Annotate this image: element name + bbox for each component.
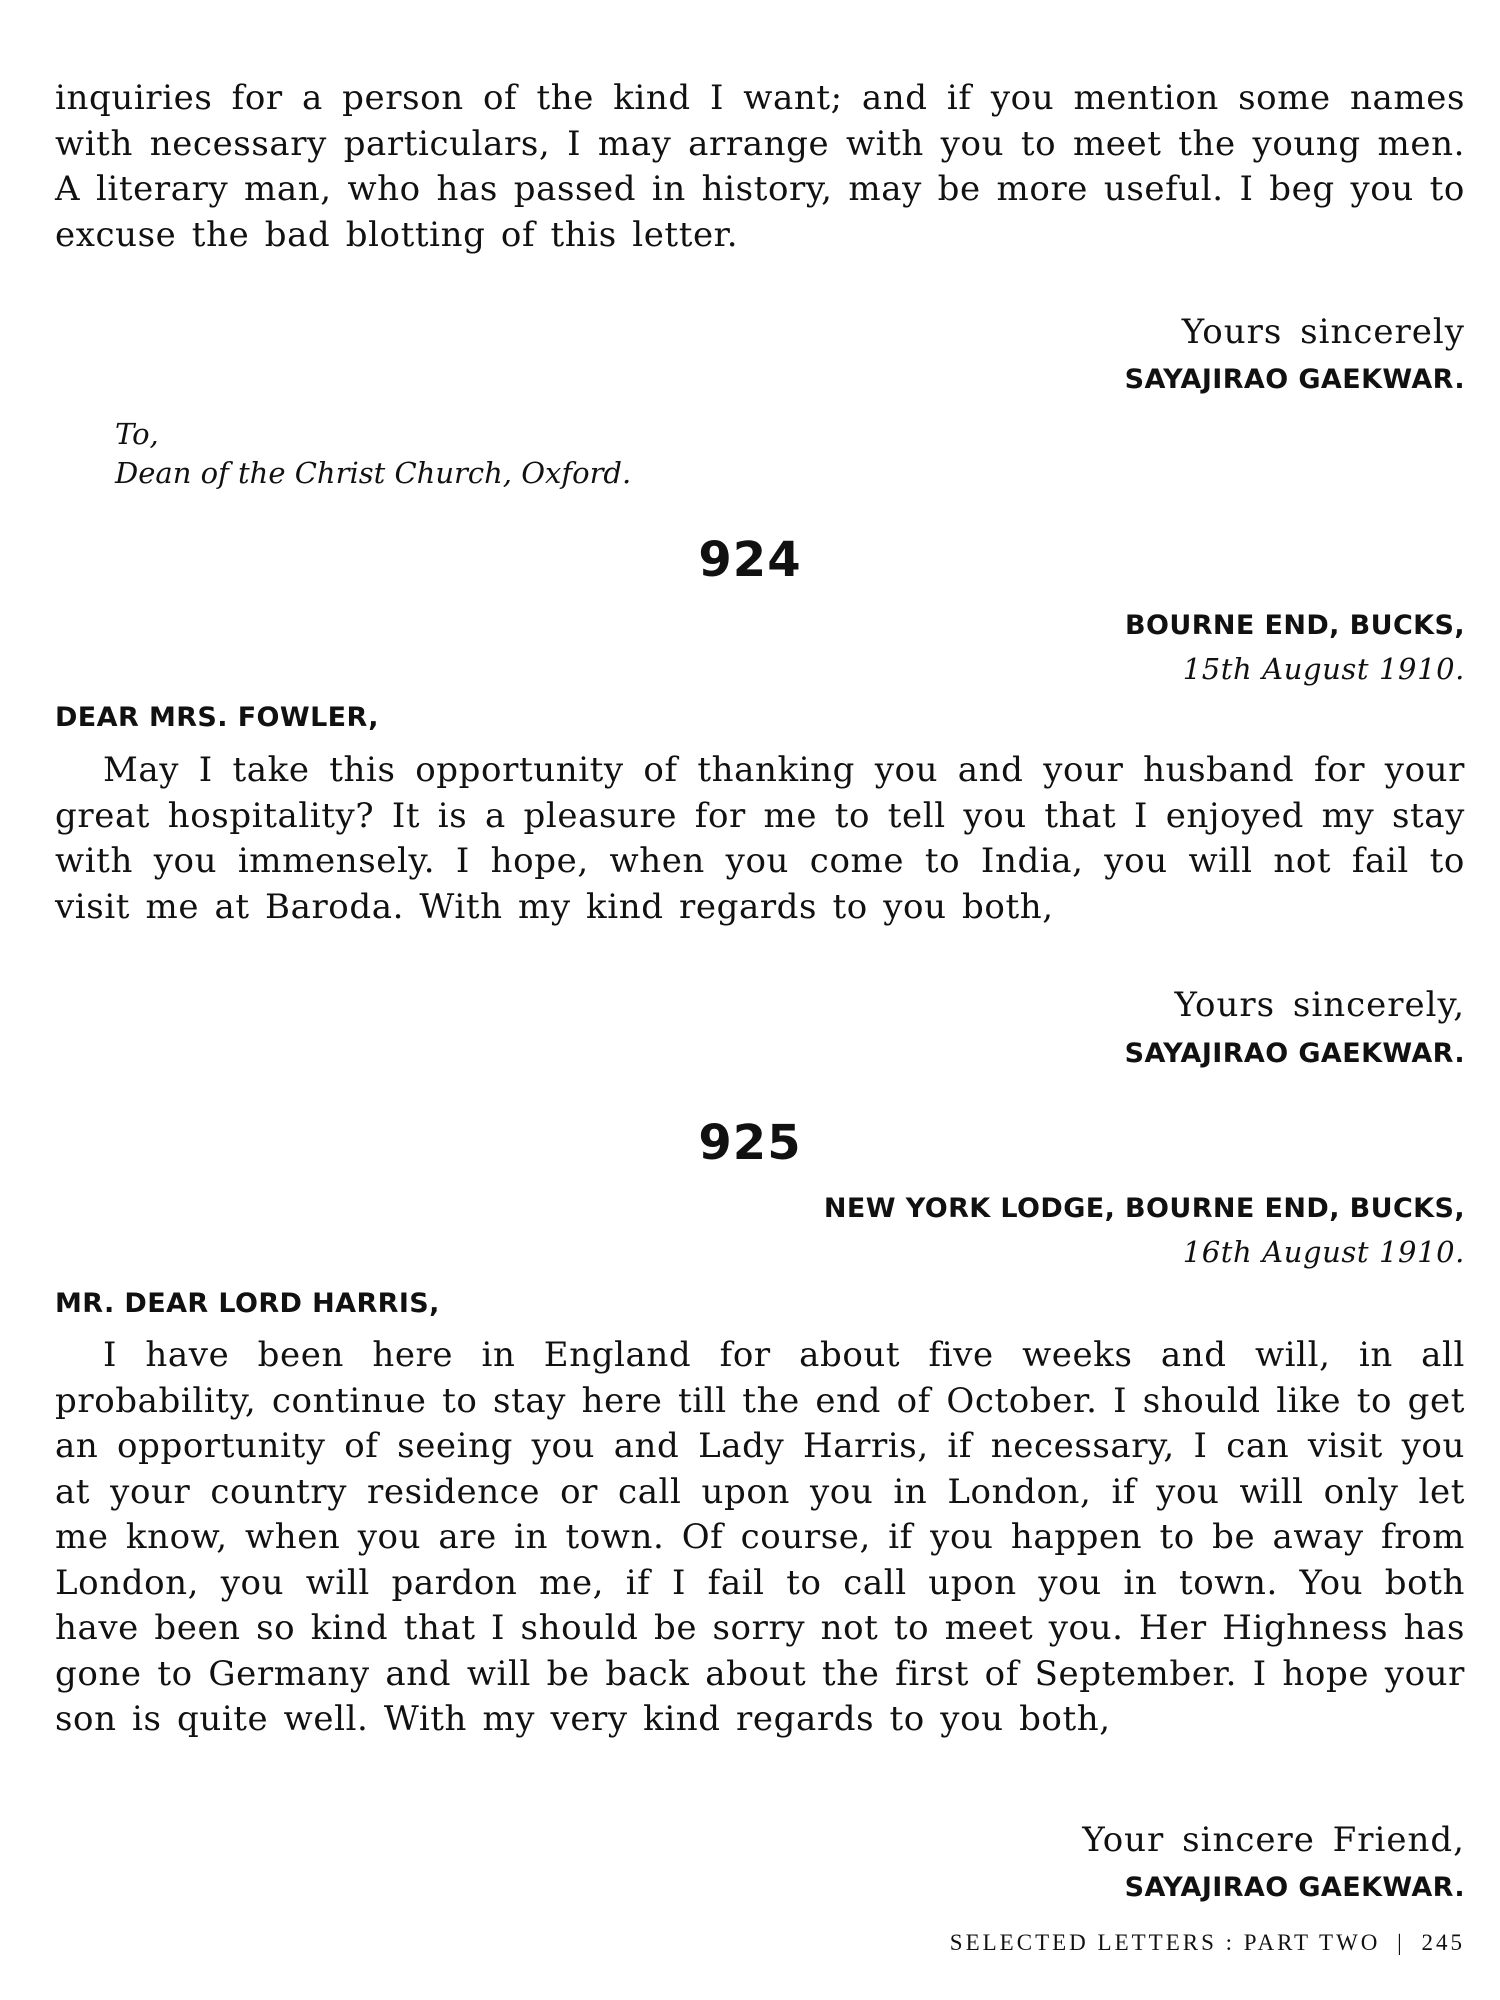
to-label: To,: [115, 417, 159, 451]
letter-923-body: inquiries for a person of the kind I want; and if you mention some names with necessary particulars, I may arrange with you to meet the young men. A literary man, who has passed in history, may be more useful. I beg you to excuse the bad blotting of this letter.: [55, 78, 1465, 255]
footer-separator: |: [1397, 1930, 1405, 1955]
letter-925-body-block: [55, 1333, 1465, 1743]
letter-925-salutation: MR. DEAR LORD HARRIS,: [55, 1288, 440, 1319]
letter-924-signature: SAYAJIRAO GAEKWAR.: [1124, 1038, 1465, 1069]
letter-924-date: 15th August 1910.: [1182, 652, 1465, 686]
letter-923-signature: SAYAJIRAO GAEKWAR.: [1124, 364, 1465, 395]
letter-924-address: BOURNE END, BUCKS,: [1125, 610, 1465, 641]
letter-924-salutation: DEAR MRS. FOWLER,: [55, 702, 379, 733]
letter-924-closing: Yours sincerely,: [1174, 985, 1465, 1025]
letter-924-body-block: [55, 748, 1465, 930]
letter-number-925: 925: [698, 1115, 802, 1171]
letter-number-924: 924: [698, 532, 802, 588]
letter-923-recipient-block: [115, 415, 631, 493]
page-number: 245: [1421, 1930, 1465, 1955]
letter-925-address: NEW YORK LODGE, BOURNE END, BUCKS,: [823, 1193, 1465, 1224]
letter-925-body: I have been here in England for about five weeks and will, in all probability, continue to stay here till the end of October. I should like to get an opportunity of seeing you and Lady Harris, if necessary, I can visit you at your country residence or call upon you in London, if you will only let me know, when you are in town. Of course, if you happen to be away from London, you will pardon me, if I fail to call upon you in town. You both have been so kind that I should be sorry not to meet you. Her Highness has gone to Germany and will be back about the first of September. I hope your son is quite well. With my very kind regards to you both,: [55, 1335, 1465, 1739]
running-title: SELECTED LETTERS : PART TWO: [949, 1930, 1381, 1955]
letter-924-body: May I take this opportunity of thanking you and your husband for your great hospitality? It is a pleasure for me to tell you that I enjoyed my stay with you immensely. I hope, when you come to India, you will not fail to visit me at Baroda. With my kind regards to you both,: [55, 750, 1465, 927]
letter-923-closing: Yours sincerely: [1181, 312, 1465, 352]
letter-925-date: 16th August 1910.: [1182, 1235, 1465, 1269]
letter-925-closing: Your sincere Friend,: [1082, 1820, 1465, 1860]
to-recipient: Dean of the Christ Church, Oxford.: [115, 456, 632, 490]
page-footer: [950, 1930, 1465, 1956]
letter-923-body-block: [55, 76, 1465, 258]
letter-925-signature: SAYAJIRAO GAEKWAR.: [1124, 1872, 1465, 1903]
